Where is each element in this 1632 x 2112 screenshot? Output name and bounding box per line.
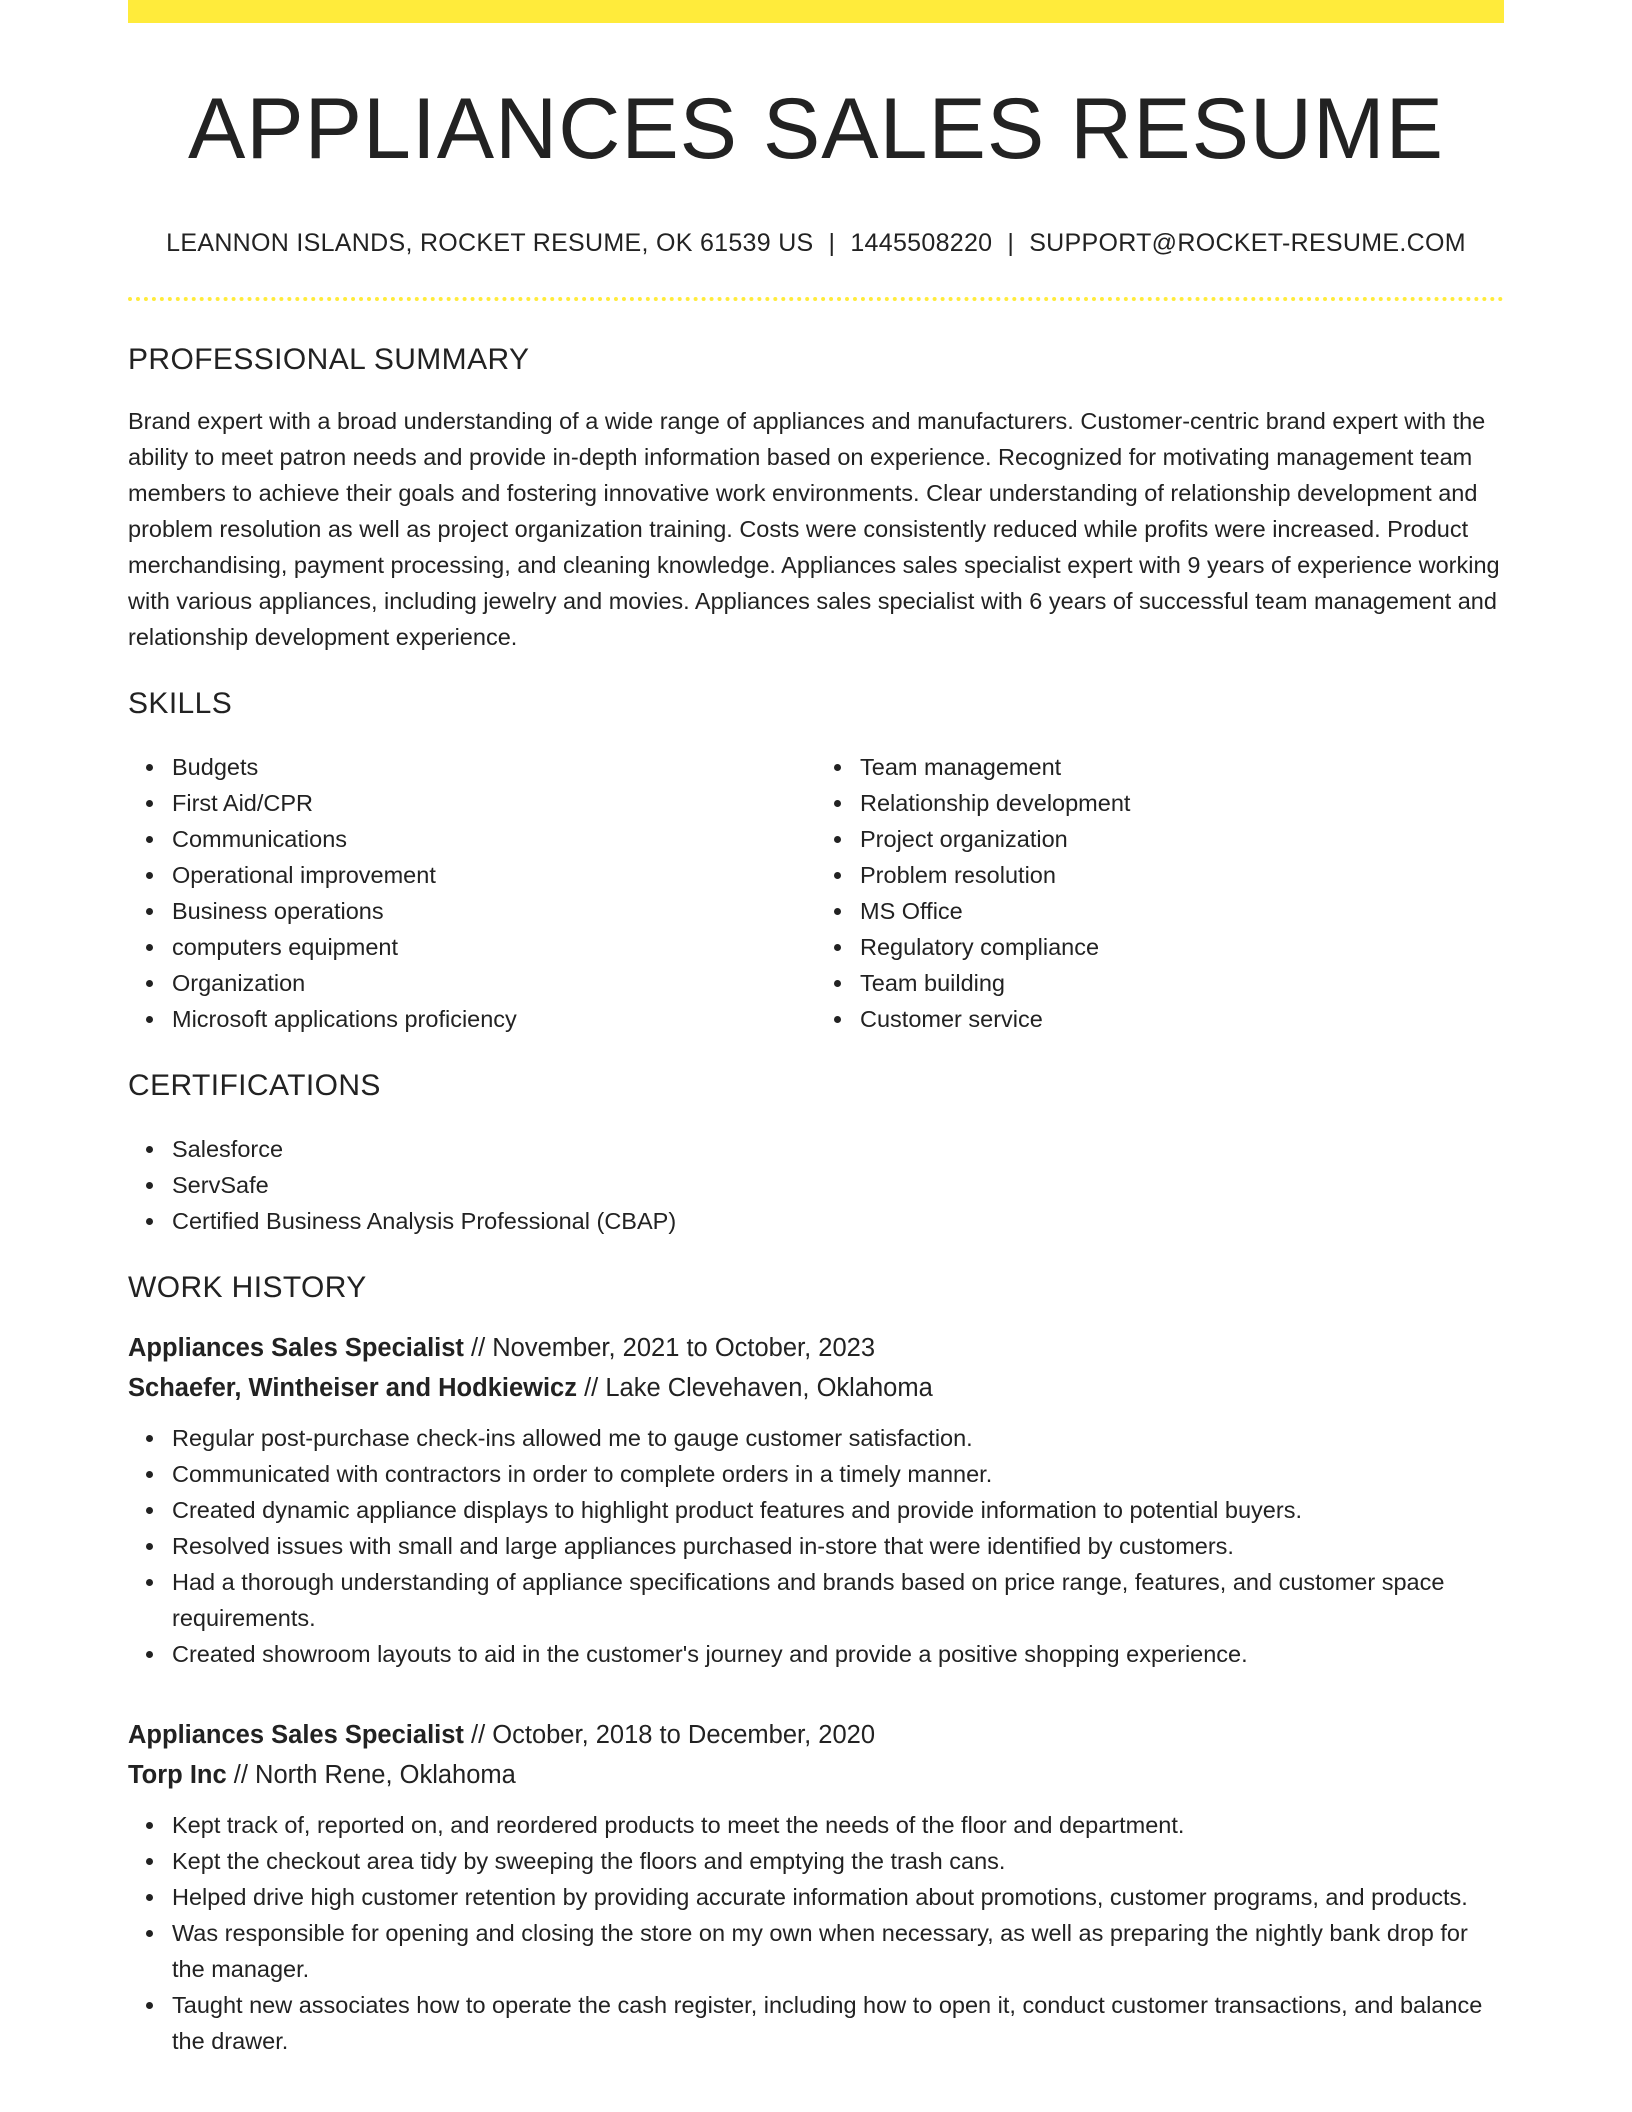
skill-item: Customer service — [860, 1001, 1504, 1037]
skill-item: Operational improvement — [172, 857, 816, 893]
resume-page — [128, 0, 1504, 2059]
job-role-line — [128, 1715, 1504, 1755]
job-bullet: Taught new associates how to operate the cash register, including how to open it, conduct customer transactions, and balance the drawer. — [172, 1987, 1504, 2059]
job-role-line — [128, 1328, 1504, 1368]
certification-item: Certified Business Analysis Professional (CBAP) — [172, 1203, 1504, 1239]
skill-item: Project organization — [860, 821, 1504, 857]
job-role: Appliances Sales Specialist — [128, 1333, 464, 1362]
contact-separator: | — [828, 228, 836, 257]
skills-list-left — [128, 749, 816, 1037]
skills-list-right — [816, 749, 1504, 1037]
skill-item: MS Office — [860, 893, 1504, 929]
job-company-line — [128, 1368, 1504, 1408]
skill-item: Relationship development — [860, 785, 1504, 821]
skill-item: Team management — [860, 749, 1504, 785]
job-location: // North Rene, Oklahoma — [233, 1760, 516, 1789]
job-bullet: Helped drive high customer retention by providing accurate information about promotions, customer programs, and products. — [172, 1879, 1504, 1915]
dotted-divider — [128, 297, 1504, 301]
job-dates: // October, 2018 to December, 2020 — [471, 1720, 876, 1749]
job-company-line — [128, 1755, 1504, 1795]
certification-item: Salesforce — [172, 1131, 1504, 1167]
contact-email: SUPPORT@ROCKET-RESUME.COM — [1029, 228, 1466, 257]
job-role: Appliances Sales Specialist — [128, 1720, 464, 1749]
job-dates: // November, 2021 to October, 2023 — [471, 1333, 876, 1362]
certifications-list — [128, 1131, 1504, 1239]
contact-phone: 1445508220 — [850, 228, 993, 257]
skill-item: Communications — [172, 821, 816, 857]
job-entry — [128, 1328, 1504, 1672]
certification-item: ServSafe — [172, 1167, 1504, 1203]
job-bullet: Resolved issues with small and large appliances purchased in-store that were identified by customers. — [172, 1528, 1504, 1564]
job-location: // Lake Clevehaven, Oklahoma — [584, 1373, 933, 1402]
job-bullets — [128, 1807, 1504, 2059]
job-bullet: Created showroom layouts to aid in the customer's journey and provide a positive shopping experience. — [172, 1636, 1504, 1672]
skill-item: Problem resolution — [860, 857, 1504, 893]
skills-heading: SKILLS — [128, 686, 233, 720]
job-bullet: Had a thorough understanding of appliance specifications and brands based on price range, features, and customer space requirements. — [172, 1564, 1504, 1636]
skill-item: Regulatory compliance — [860, 929, 1504, 965]
skills-columns — [128, 749, 1504, 1037]
job-bullets — [128, 1420, 1504, 1672]
skill-item: Business operations — [172, 893, 816, 929]
contact-line — [128, 229, 1504, 258]
skill-item: computers equipment — [172, 929, 816, 965]
resume-title: APPLIANCES SALES RESUME — [187, 81, 1445, 177]
skill-item: First Aid/CPR — [172, 785, 816, 821]
summary-heading: PROFESSIONAL SUMMARY — [128, 342, 530, 376]
skill-item: Microsoft applications proficiency — [172, 1001, 816, 1037]
contact-address: LEANNON ISLANDS, ROCKET RESUME, OK 61539 US — [166, 228, 814, 257]
skill-item: Budgets — [172, 749, 816, 785]
job-bullet: Communicated with contractors in order to complete orders in a timely manner. — [172, 1456, 1504, 1492]
contact-separator: | — [1007, 228, 1015, 257]
skill-item: Team building — [860, 965, 1504, 1001]
accent-bar — [128, 0, 1504, 23]
job-bullet: Kept the checkout area tidy by sweeping the floors and emptying the trash cans. — [172, 1843, 1504, 1879]
job-bullet: Kept track of, reported on, and reordered products to meet the needs of the floor and department. — [172, 1807, 1504, 1843]
certifications-heading: CERTIFICATIONS — [128, 1068, 381, 1102]
summary-text: Brand expert with a broad understanding of a wide range of appliances and manufacturers. Customer-centric brand expert with the ability to meet patron needs and provide in-depth information based on experience. Recognized for motivating management team members to achieve their goals and fostering innovative work environments. Clear understanding of relationship development and problem resolution as well as project organization training. Costs were consistently reduced while profits were increased. Product merchandising, payment processing, and cleaning knowledge. Appliances sales specialist expert with 9 years of experience working with various appliances, including jewelry and movies. Appliances sales specialist with 6 years of successful team management and relationship development experience. — [128, 407, 1500, 650]
job-company: Torp Inc — [128, 1760, 227, 1789]
job-bullet: Was responsible for opening and closing the store on my own when necessary, as well as preparing the nightly bank drop for the manager. — [172, 1915, 1504, 1987]
job-bullet: Regular post-purchase check-ins allowed me to gauge customer satisfaction. — [172, 1420, 1504, 1456]
job-company: Schaefer, Wintheiser and Hodkiewicz — [128, 1373, 577, 1402]
job-entry — [128, 1715, 1504, 2059]
job-bullet: Created dynamic appliance displays to highlight product features and provide information to potential buyers. — [172, 1492, 1504, 1528]
work-history-heading: WORK HISTORY — [128, 1270, 367, 1304]
skill-item: Organization — [172, 965, 816, 1001]
